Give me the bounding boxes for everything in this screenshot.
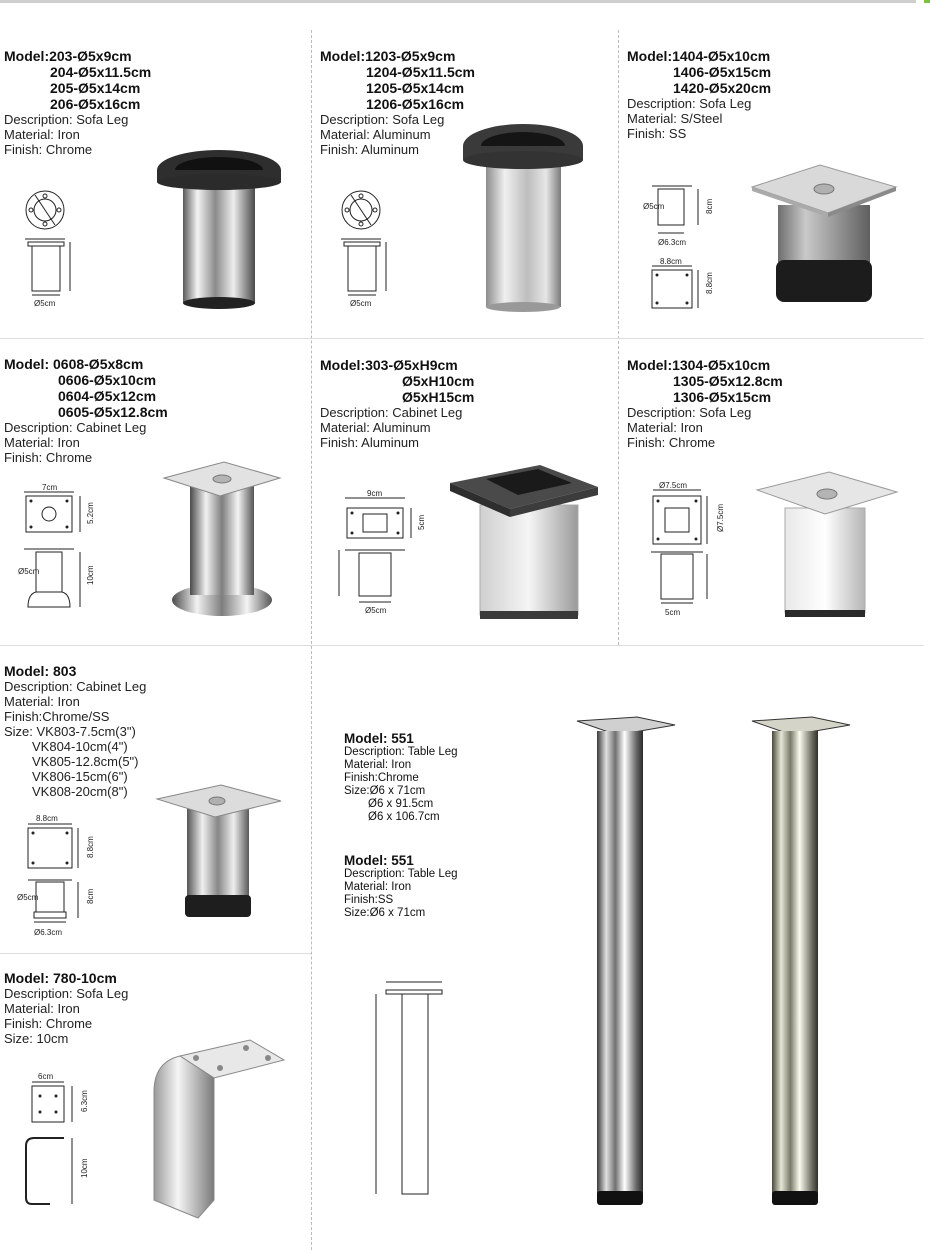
model-line: Model:303-Ø5xH9cm [320,357,458,373]
finish: Finish: Chrome [4,450,93,465]
material: Material: Iron [4,1001,80,1016]
dim-label: Ø7.5cm [716,503,725,532]
row-divider [0,338,924,339]
model-line: Model: 0608-Ø5x8cm [4,356,144,372]
product-card-551-ss [344,853,564,920]
dim-label: 10cm [86,565,95,585]
model-line: 1206-Ø5x16cm [366,96,465,112]
size-line: Size: VK803-7.5cm(3") [4,724,136,739]
description: Description: Table Leg [344,746,458,758]
dim-label: Ø5cm [34,299,56,308]
dim-label: 8.8cm [705,272,714,294]
product-photo-203 [155,148,285,313]
dim-label: 9cm [367,489,383,498]
model-line: 1306-Ø5x15cm [673,389,772,405]
model-title [627,48,917,96]
model-title [627,357,917,405]
dimension-drawing [18,482,98,617]
dim-label: 5.2cm [86,502,95,524]
size-line: VK808-20cm(8") [32,784,128,799]
finish: Finish:SS [344,894,394,906]
dim-label: Ø7.5cm [659,481,688,490]
dimension-drawing [16,812,96,942]
model-line: 0606-Ø5x10cm [58,372,157,388]
dim-label: 5cm [665,608,681,617]
dim-label: 10cm [80,1158,89,1178]
size-line: VK806-15cm(6") [32,769,128,784]
dim-label: Ø5cm [350,299,372,308]
dim-label: Ø5cm [365,606,387,615]
dimension-drawing [20,185,90,315]
model-line: 0605-Ø5x12.8cm [58,404,168,420]
dim-label: Ø5cm [643,202,665,211]
dim-label: 8.8cm [86,836,95,858]
model-line: Model:203-Ø5x9cm [4,48,132,64]
description: Description: Sofa Leg [320,112,445,127]
dimension-drawing [640,180,730,315]
dim-label: Ø6.3cm [658,238,687,247]
model-line: 1406-Ø5x15cm [673,64,772,80]
dim-label: Ø5cm [18,567,40,576]
product-card-803 [4,663,304,799]
description: Description: Sofa Leg [627,405,752,420]
dim-label: 8cm [705,198,714,214]
material: Material: Iron [4,127,80,142]
product-photo-1404 [750,165,900,313]
material: Material: Iron [4,694,80,709]
model-title: Model: 780-10cm [4,970,117,986]
material: Material: S/Steel [627,111,723,126]
product-card-203 [4,48,304,157]
size-line: VK804-10cm(4") [32,739,128,754]
material: Material: Iron [627,420,703,435]
model-line: 0604-Ø5x12cm [58,388,157,404]
description: Description: Sofa Leg [4,986,129,1001]
dim-label: 6cm [38,1072,54,1081]
size-line: Size:Ø6 x 71cm [344,785,426,797]
model-title [320,357,615,405]
material: Material: Aluminum [320,127,431,142]
finish: Finish:Chrome/SS [4,709,110,724]
material: Material: Iron [4,435,80,450]
product-photo-0608 [160,460,285,620]
material: Material: Aluminum [320,420,431,435]
model-line: 204-Ø5x11.5cm [50,64,152,80]
product-card-1304 [627,357,917,450]
dimension-drawing [335,486,425,616]
product-photo-1203 [462,122,592,312]
dim-label: Ø6.3cm [34,928,63,937]
product-card-551-chrome [344,731,564,824]
model-line: Ø5xH15cm [402,389,475,405]
top-rule [0,0,916,3]
description: Description: Sofa Leg [4,112,129,127]
dimension-drawing [645,478,730,618]
model-title: Model: 551 [344,853,414,868]
product-photo-803 [155,785,285,920]
description: Description: Cabinet Leg [4,679,147,694]
finish: Finish: Chrome [4,142,93,157]
product-photo-1304 [755,470,900,620]
dim-label: Ø5cm [17,893,39,902]
dim-label: 7cm [42,483,58,492]
model-line: Ø5xH10cm [402,373,475,389]
product-card-0608 [4,356,304,465]
model-line: 1205-Ø5x14cm [366,80,465,96]
product-photo-551-chrome [575,715,680,1210]
product-photo-303 [450,465,600,623]
finish: Finish: SS [627,126,687,141]
model-line: Model:1203-Ø5x9cm [320,48,456,64]
model-line: Model:1404-Ø5x10cm [627,48,771,64]
model-title [4,356,304,420]
row-divider [0,645,924,646]
row-divider [0,953,311,954]
dim-label: 8.8cm [660,257,682,266]
description: Description: Table Leg [344,868,458,880]
product-photo-551-ss [750,715,855,1210]
model-line: 206-Ø5x16cm [50,96,141,112]
product-photo-780 [150,1040,290,1225]
dim-label: 5cm [417,514,426,530]
finish: Finish: Chrome [4,1016,93,1031]
finish: Finish:Chrome [344,772,419,784]
model-line: Model:1304-Ø5x10cm [627,357,771,373]
dim-label: 6.3cm [80,1090,89,1112]
model-line: 205-Ø5x14cm [50,80,141,96]
model-line: 1420-Ø5x20cm [673,80,772,96]
description: Description: Cabinet Leg [4,420,147,435]
product-card-1404 [627,48,917,141]
dim-label: 8cm [86,888,95,904]
product-card-303 [320,357,615,450]
description: Description: Sofa Leg [627,96,752,111]
dimension-drawing [20,1070,100,1220]
size-line: Ø6 x 106.7cm [368,811,440,823]
finish: Finish: Chrome [627,435,716,450]
size-line: Ø6 x 91.5cm [368,798,434,810]
dim-label: 8.8cm [36,814,58,823]
size-line: VK805-12.8cm(5") [32,754,139,769]
top-accent [924,0,930,3]
size-line: Size:Ø6 x 71cm [344,907,426,919]
model-line: 1204-Ø5x11.5cm [366,64,475,80]
description: Description: Cabinet Leg [320,405,463,420]
dimension-drawing [336,185,406,315]
product-card-780 [4,970,304,1046]
model-title [4,48,304,112]
column-divider [311,30,312,1250]
model-title [320,48,615,112]
dimension-drawing [368,978,448,1198]
model-title: Model: 803 [4,663,77,679]
material: Material: Iron [344,759,412,771]
size-line: Size: 10cm [4,1031,69,1046]
finish: Finish: Aluminum [320,142,419,157]
model-line: 1305-Ø5x12.8cm [673,373,783,389]
finish: Finish: Aluminum [320,435,419,450]
material: Material: Iron [344,881,412,893]
model-title: Model: 551 [344,731,414,746]
